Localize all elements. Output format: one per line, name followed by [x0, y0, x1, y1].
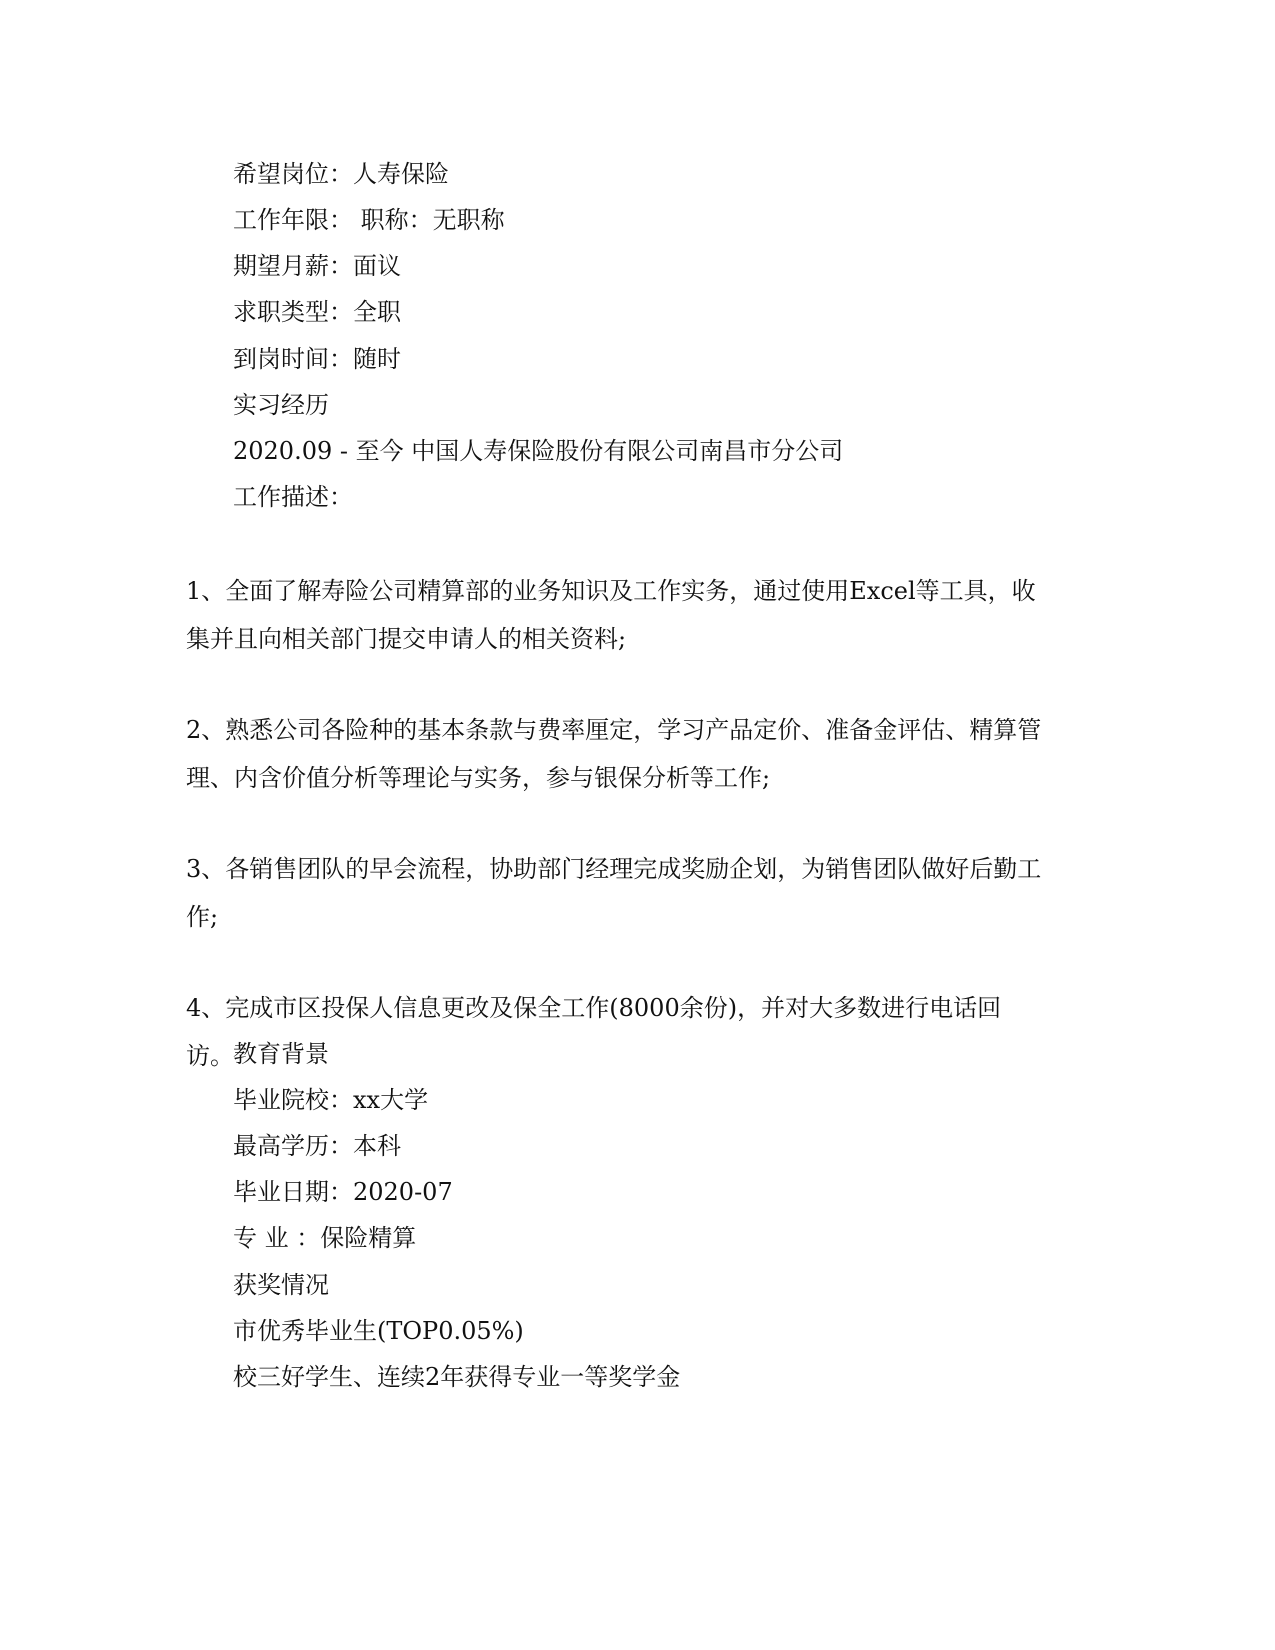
- award-item-2: 校三好学生、连续2年获得专业一等奖学金: [233, 1363, 681, 1391]
- work-item-3: 3、各销售团队的早会流程，协助部门经理完成奖励企划，为销售团队做好后勤工作;: [186, 855, 1042, 931]
- awards-heading: 获奖情况: [233, 1271, 329, 1299]
- internship-heading: 实习经历: [233, 391, 329, 419]
- major: 专 业 ：保险精算: [233, 1224, 417, 1252]
- work-description-label: 工作描述：: [233, 483, 353, 511]
- award-item-1: 市优秀毕业生(TOP0.05%): [233, 1317, 524, 1345]
- job-type: 求职类型：全职: [233, 298, 401, 326]
- internship-period-company: 2020.09 - 至今 中国人寿保险股份有限公司南昌市分公司: [233, 437, 844, 465]
- desired-position: 希望岗位：人寿保险: [233, 160, 449, 188]
- work-years-title: 工作年限： 职称：无职称: [233, 206, 505, 234]
- graduation-date: 毕业日期：2020-07: [233, 1178, 453, 1206]
- work-item-1: 1、全面了解寿险公司精算部的业务知识及工作实务，通过使用Excel等工具，收集并且向相关部门提交申请人的相关资料;: [186, 577, 1036, 653]
- education-heading: 教育背景: [233, 1040, 329, 1068]
- work-item-4: 4、完成市区投保人信息更改及保全工作(8000余份)，并对大多数进行电话回访。: [186, 994, 1002, 1070]
- expected-salary: 期望月薪：面议: [233, 252, 401, 280]
- work-item-2: 2、熟悉公司各险种的基本条款与费率厘定，学习产品定价、准备金评估、精算管理、内含价值分析等理论与实务，参与银保分析等工作;: [186, 716, 1042, 792]
- availability: 到岗时间：随时: [233, 345, 401, 373]
- graduation-school: 毕业院校：xx大学: [233, 1086, 429, 1114]
- highest-degree: 最高学历：本科: [233, 1132, 401, 1160]
